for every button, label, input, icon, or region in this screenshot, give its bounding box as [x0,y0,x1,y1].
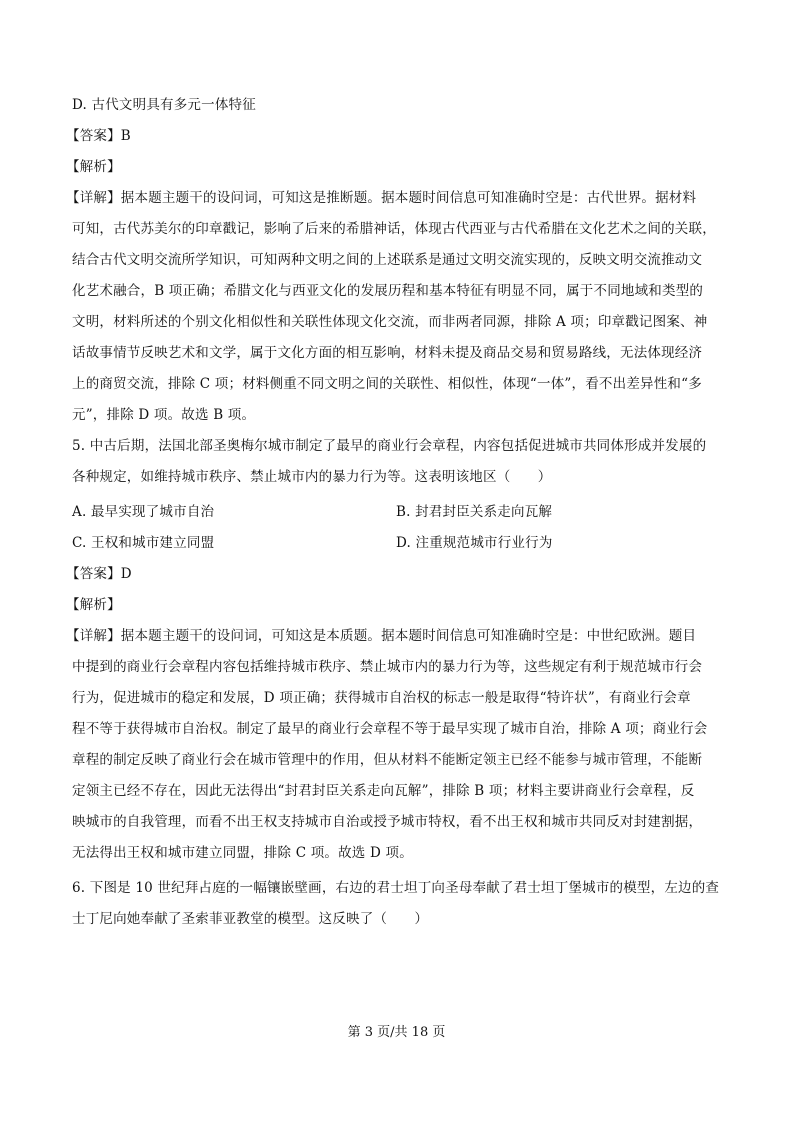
q4-analysis-heading: 【解析】 [66,159,121,175]
q4-analysis-line: 可知，古代苏美尔的印章戳记，影响了后来的希腊神话，体现古代西亚与古代希腊在文化艺术之间的关联， [72,221,716,237]
q5-answer: 【答案】D [66,566,132,582]
q5-analysis-line: 映城市的自我管理，而看不出王权支持城市自治或授予城市特权，看不出王权和城市共同反对封建割据， [72,814,703,830]
q5-option-c: C. 王权和城市建立同盟 [72,535,215,551]
q5-option-b: B. 封君封臣关系走向瓦解 [396,504,553,520]
q4-analysis-line: 元”，排除 D 项。故选 B 项。 [72,407,256,423]
q4-analysis-line: 上的商贸交流，排除 C 项；材料侧重不同文明之间的关联性、相似性，体现“一体”，看不出差异性和“多 [72,376,702,392]
q5-option-a: A. 最早实现了城市自治 [72,504,215,520]
q4-analysis-line: 文明，材料所述的个别文化相似性和关联性体现文化交流，而非两者同源，排除 A 项；印章戳记图案、神 [72,314,708,330]
q5-analysis-line: 定领主已经不存在，因此无法得出“封君封臣关系走向瓦解”，排除 B 项；材料主要讲商业行会章程，反 [72,783,695,799]
q5-analysis-line: 行为，促进城市的稳定和发展，D 项正确；获得城市自治权的标志一般是取得“特许状”，有商业行会章 [72,690,691,706]
q4-option-d: D. 古代文明具有多元一体特征 [72,97,256,113]
q4-analysis-line: 【详解】据本题主题干的设问词，可知这是推断题。据本题时间信息可知准确时空是：古代世界。据材料 [66,190,697,206]
q5-stem-line: 5. 中古后期，法国北部圣奥梅尔城市制定了最早的商业行会章程，内容包括促进城市共同体形成并发展的 [72,438,707,454]
q5-analysis-line: 程不等于获得城市自治权。制定了最早的商业行会章程不等于最早实现了城市自治，排除 A 项；商业行会 [72,721,708,737]
q5-stem-line: 各种规定，如维持城市秩序、禁止城市内的暴力行为等。这表明该地区（ ） [72,469,552,485]
q5-analysis-line: 中提到的商业行会章程内容包括维持城市秩序、禁止城市内的暴力行为等，这些规定有利于规范城市行会 [72,659,703,675]
q6-stem-line: 士丁尼向她奉献了圣索菲亚教堂的模型。这反映了（ ） [72,911,429,927]
q5-analysis-line: 章程的制定反映了商业行会在城市管理中的作用，但从材料不能断定领主已经不能参与城市管理，不能断 [72,752,703,768]
q4-analysis-line: 化艺术融合，B 项正确；希腊文化与西亚文化的发展历程和基本特征有明显不同，属于不同地域和类型的 [72,283,704,299]
page-number-footer: 第 3 页/共 18 页 [347,1025,446,1040]
q4-analysis-line: 话故事情节反映艺术和文学，属于文化方面的相互影响，材料未提及商品交易和贸易路线，无法体现经济 [72,345,703,361]
q5-analysis-heading: 【解析】 [66,597,121,613]
q5-analysis-line: 【详解】据本题主题干的设问词，可知这是本质题。据本题时间信息可知准确时空是：中世纪欧洲。题目 [66,628,697,644]
q5-analysis-line: 无法得出王权和城市建立同盟，排除 C 项。故选 D 项。 [72,845,413,861]
q5-option-d: D. 注重规范城市行业行为 [396,535,553,551]
q4-analysis-line: 结合古代文明交流所学知识，可知两种文明之间的上述联系是通过文明交流实现的，反映文明交流推动文 [72,252,703,268]
q4-answer: 【答案】B [66,128,131,144]
q6-stem-line: 6. 下图是 10 世纪拜占庭的一幅镶嵌壁画，右边的君士坦丁向圣母奉献了君士坦丁堡城市的模型，左边的查 [72,880,720,896]
